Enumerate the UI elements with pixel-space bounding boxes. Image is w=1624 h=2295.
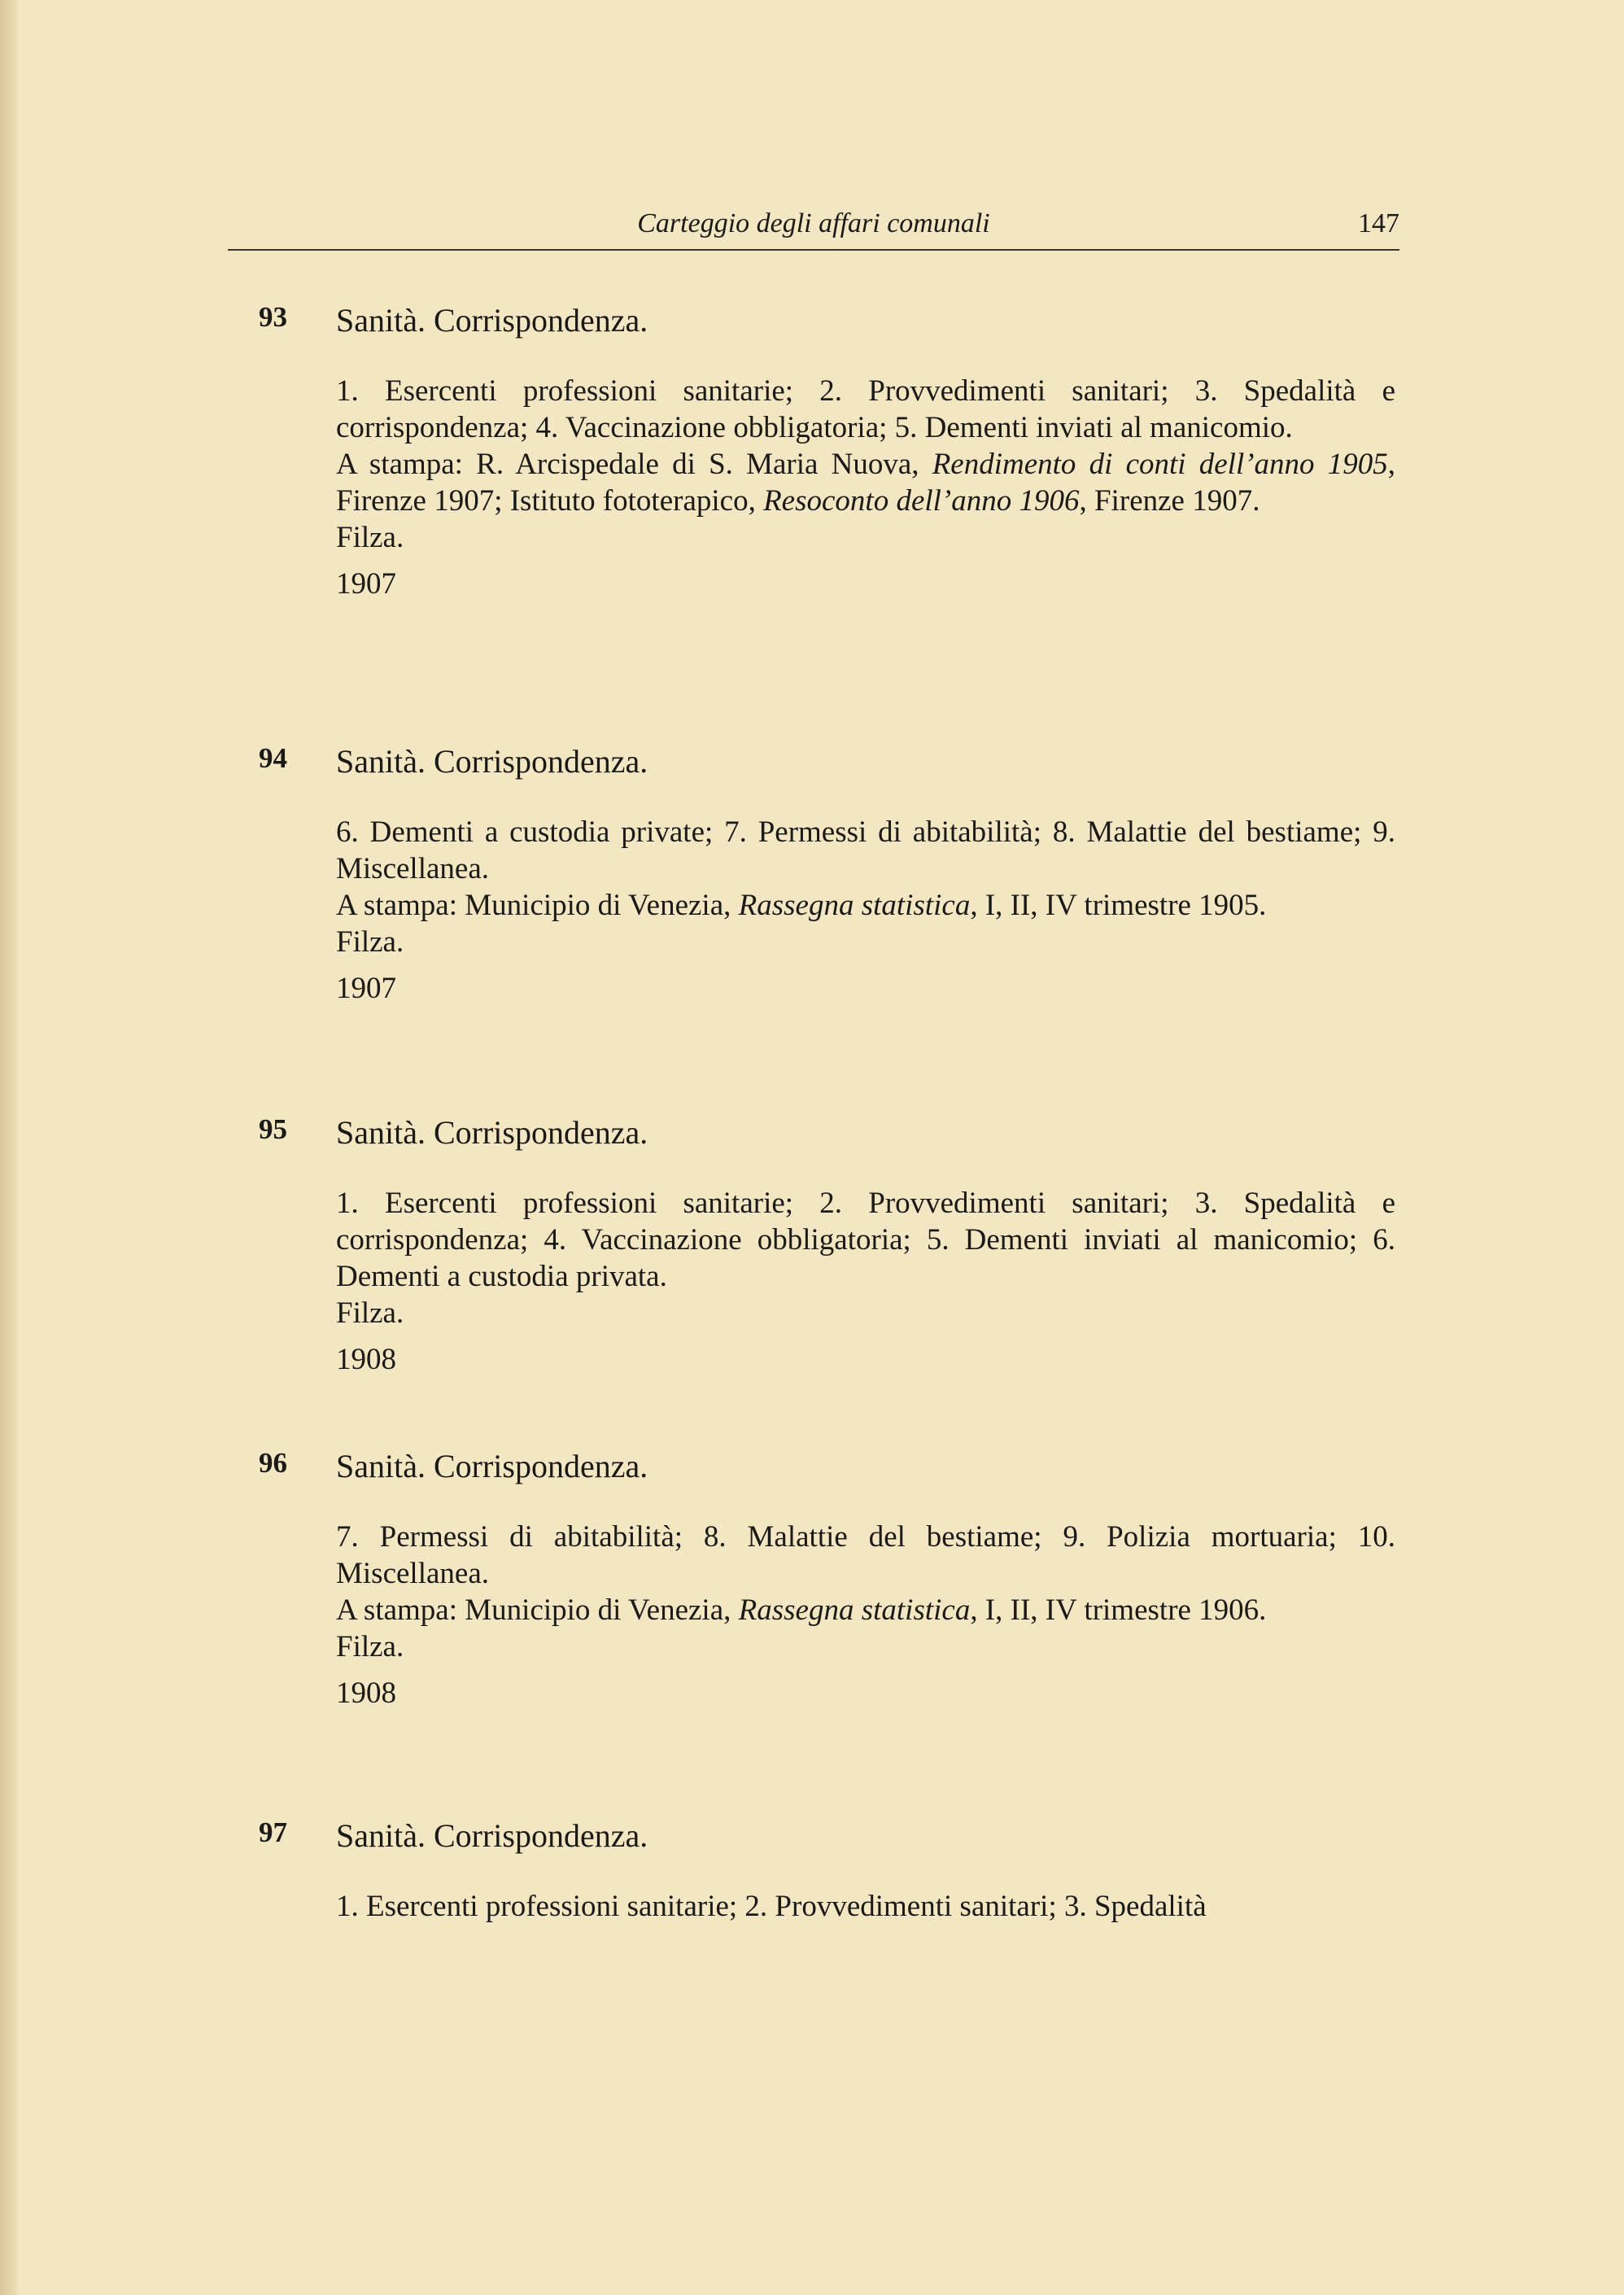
entry-contents: 1. Esercenti professioni sanitarie; 2. Provvedimenti sanitari; 3. Spedalità e corrispondenza; 4. Vaccinazione obbligatoria; 5. Dementi inviati al manicomio; 6. Dementi a custodia privata. (336, 1187, 1395, 1293)
page-binding-edge (0, 0, 18, 2295)
entry-number: 97 (259, 1816, 287, 1848)
entry-type: Filza. (336, 1296, 404, 1330)
entry-title: Sanità. Corrispondenza. (336, 1448, 648, 1484)
entry-contents: 7. Permessi di abitabilità; 8. Malattie del bestiame; 9. Polizia mortuaria; 10. Miscellanea. (336, 1520, 1395, 1590)
entry-print-note: A stampa: R. Arcispedale di S. Maria Nuova, Rendimento di conti dell’anno 1905, Firenze 1907; Istituto fototerapico, Resoconto dell’anno 1906, Firenze 1907. (336, 448, 1395, 518)
entry-contents: 6. Dementi a custodia private; 7. Permessi di abitabilità; 8. Malattie del bestiame; 9. Miscellanea. (336, 815, 1395, 885)
entry-date: 1907 (336, 567, 396, 601)
entry-number: 96 (259, 1447, 287, 1479)
entry-body (336, 814, 1395, 1007)
running-title: Carteggio degli affari comunali (637, 208, 990, 238)
entry-title: Sanità. Corrispondenza. (336, 1817, 648, 1854)
entry-type: Filza. (336, 925, 404, 959)
entry-body (336, 1888, 1395, 1925)
entry-number: 95 (259, 1113, 287, 1145)
entry-type: Filza. (336, 521, 404, 554)
entry-date: 1907 (336, 972, 396, 1005)
entry-number: 93 (259, 301, 287, 333)
entry-type: Filza. (336, 1630, 404, 1663)
entry-body (336, 1185, 1395, 1378)
entry-date: 1908 (336, 1676, 396, 1710)
entry-contents: 1. Esercenti professioni sanitarie; 2. Provvedimenti sanitari; 3. Spedalità e corrispondenza; 4. Vaccinazione obbligatoria; 5. Dementi inviati al manicomio. (336, 374, 1395, 444)
entry-contents: 1. Esercenti professioni sanitarie; 2. Provvedimenti sanitari; 3. Spedalità (336, 1890, 1207, 1923)
entry-title: Sanità. Corrispondenza. (336, 302, 648, 339)
entry-print-note: A stampa: Municipio di Venezia, Rassegna statistica, I, II, IV trimestre 1905. (336, 889, 1267, 922)
entry-date: 1908 (336, 1343, 396, 1376)
entry-body (336, 373, 1395, 602)
page-header (228, 208, 1399, 251)
page-number: 147 (1358, 208, 1399, 238)
entry-title: Sanità. Corrispondenza. (336, 1114, 648, 1151)
entry-number: 94 (259, 742, 287, 774)
entry-body (336, 1519, 1395, 1711)
entry-print-note: A stampa: Municipio di Venezia, Rassegna statistica, I, II, IV trimestre 1906. (336, 1593, 1267, 1627)
entry-title: Sanità. Corrispondenza. (336, 743, 648, 780)
